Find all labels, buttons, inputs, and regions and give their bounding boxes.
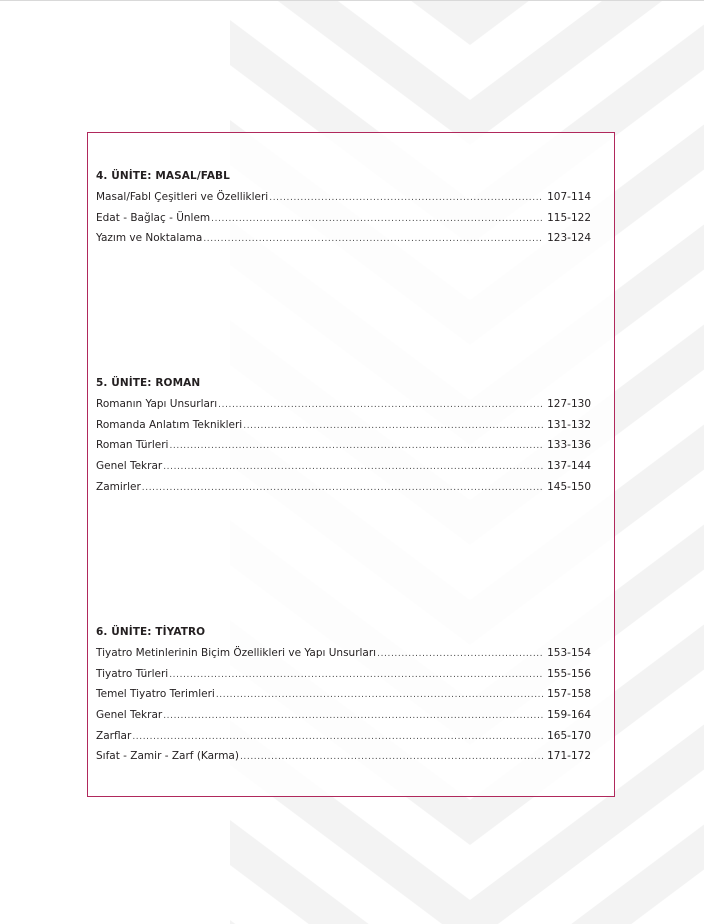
toc-entry[interactable]: [96, 726, 591, 747]
dot-leader: [169, 665, 543, 686]
entry-pages: 131-132: [547, 418, 591, 431]
dot-leader: [132, 727, 543, 748]
dot-leader: [243, 416, 543, 437]
entry-label: Masal/Fabl Çeşitleri ve Özellikleri: [96, 191, 269, 203]
toc-entry[interactable]: [96, 435, 591, 456]
toc-entry[interactable]: [96, 394, 591, 415]
toc-entry[interactable]: [96, 228, 591, 249]
toc-entry[interactable]: [96, 208, 591, 229]
dot-leader: [163, 457, 543, 478]
entry-pages: 153-154: [547, 647, 591, 659]
entry-pages: 165-170: [547, 729, 591, 742]
table-of-contents: [87, 132, 615, 797]
entry-pages: 115-122: [547, 211, 591, 224]
top-rule: [0, 0, 704, 1]
dot-leader: [269, 188, 543, 209]
toc-entry[interactable]: [96, 643, 591, 664]
toc-entry[interactable]: [96, 746, 591, 767]
dot-leader: [240, 747, 543, 768]
entry-label: Tiyatro Metinlerinin Biçim Özellikleri ve Yapı Unsurları: [96, 647, 377, 659]
entry-pages: 137-144: [547, 460, 591, 473]
entry-pages: 107-114: [547, 191, 591, 203]
toc-entry[interactable]: [96, 705, 591, 726]
dot-leader: [377, 644, 543, 665]
toc-entry[interactable]: [96, 415, 591, 436]
dot-leader: [169, 436, 543, 457]
entry-pages: 123-124: [547, 232, 591, 245]
entry-pages: 127-130: [547, 398, 591, 410]
toc-entry[interactable]: [96, 477, 591, 498]
dot-leader: [211, 209, 543, 230]
dot-leader: [203, 229, 543, 250]
entry-label: Yazım ve Noktalama: [96, 232, 203, 245]
entry-label: Tiyatro Türleri: [96, 667, 169, 680]
dot-leader: [163, 706, 543, 727]
entry-pages: 159-164: [547, 709, 591, 722]
toc-entry[interactable]: [96, 187, 591, 208]
toc-entry[interactable]: [96, 456, 591, 477]
toc-entry[interactable]: [96, 684, 591, 705]
entry-pages: 171-172: [547, 750, 591, 763]
dot-leader: [216, 685, 543, 706]
entry-label: Zarflar: [96, 729, 132, 742]
entry-pages: 155-156: [547, 667, 591, 680]
dot-leader: [142, 478, 543, 499]
entry-label: Temel Tiyatro Terimleri: [96, 688, 215, 701]
unit-6-section: [96, 622, 591, 767]
entry-label: Genel Tekrar: [96, 709, 163, 722]
unit-title: 5. ÜNİTE: ROMAN: [96, 377, 201, 389]
unit-title: 6. ÜNİTE: TİYATRO: [96, 626, 206, 638]
entry-label: Genel Tekrar: [96, 460, 163, 473]
entry-pages: 133-136: [547, 439, 591, 452]
entry-label: Zamirler: [96, 480, 141, 493]
entry-label: Edat - Bağlaç - Ünlem: [96, 211, 211, 224]
toc-entry[interactable]: [96, 664, 591, 685]
entry-label: Roman Türleri: [96, 439, 169, 452]
entry-pages: 145-150: [547, 480, 591, 493]
unit-4-section: [96, 166, 591, 249]
dot-leader: [218, 395, 543, 416]
entry-label: Romanda Anlatım Teknikleri: [96, 418, 243, 431]
unit-5-section: [96, 373, 591, 497]
unit-title: 4. ÜNİTE: MASAL/FABL: [96, 170, 230, 182]
entry-pages: 157-158: [547, 688, 591, 701]
entry-label: Romanın Yapı Unsurları: [96, 398, 218, 410]
entry-label: Sıfat - Zamir - Zarf (Karma): [96, 750, 239, 763]
